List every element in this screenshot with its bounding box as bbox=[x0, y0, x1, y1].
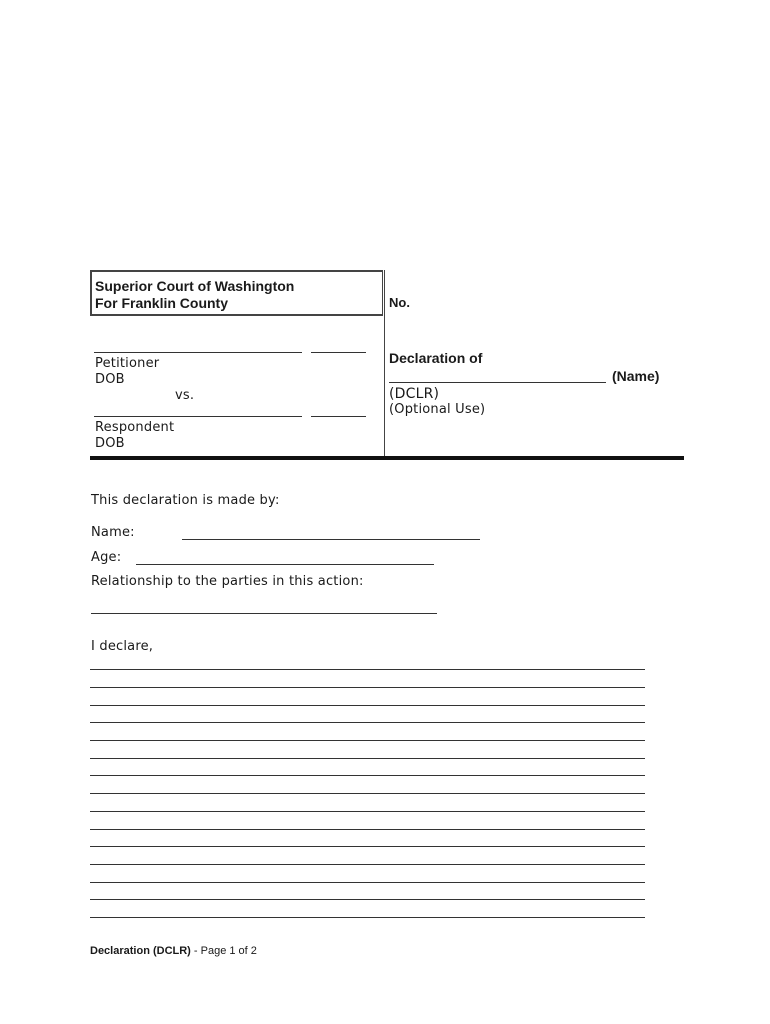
declaration-line[interactable] bbox=[90, 899, 645, 900]
form-code: (DCLR) bbox=[389, 386, 440, 402]
court-caption-box bbox=[90, 270, 383, 316]
declaration-line[interactable] bbox=[90, 793, 645, 794]
relationship-label: Relationship to the parties in this action: bbox=[91, 574, 364, 589]
declaration-line[interactable] bbox=[90, 775, 645, 776]
name-label: (Name) bbox=[612, 368, 660, 384]
declaration-heading: Declaration of bbox=[389, 350, 483, 366]
declaration-line[interactable] bbox=[90, 829, 645, 830]
respondent-dob-label: DOB bbox=[95, 436, 125, 451]
declaration-line[interactable] bbox=[90, 705, 645, 706]
made-by-text: This declaration is made by: bbox=[91, 493, 280, 508]
court-name: Superior Court of Washington bbox=[95, 278, 295, 294]
declaration-line[interactable] bbox=[90, 882, 645, 883]
caption-bottom-rule bbox=[90, 456, 684, 460]
case-number-label: No. bbox=[389, 295, 410, 310]
declaration-line[interactable] bbox=[90, 740, 645, 741]
relationship-field[interactable] bbox=[91, 613, 437, 614]
petitioner-dob-line[interactable] bbox=[311, 352, 366, 353]
declaration-line[interactable] bbox=[90, 687, 645, 688]
declare-text: I declare, bbox=[91, 639, 154, 654]
versus-label: vs. bbox=[175, 388, 195, 403]
respondent-label: Respondent bbox=[95, 420, 175, 435]
declarant-name-field[interactable] bbox=[182, 539, 480, 540]
petitioner-label: Petitioner bbox=[95, 356, 160, 371]
petitioner-name-line[interactable] bbox=[94, 352, 302, 353]
declaration-line[interactable] bbox=[90, 864, 645, 865]
footer-page-number: - Page 1 of 2 bbox=[193, 945, 257, 957]
declaration-line[interactable] bbox=[90, 917, 645, 918]
declarant-age-field[interactable] bbox=[136, 564, 434, 565]
declaration-line[interactable] bbox=[90, 758, 645, 759]
declaration-line[interactable] bbox=[90, 846, 645, 847]
declarant-name-label: Name: bbox=[91, 525, 135, 540]
page-footer bbox=[90, 945, 257, 958]
caption-divider bbox=[384, 270, 385, 458]
court-county: For Franklin County bbox=[95, 295, 228, 311]
declarant-name-line[interactable] bbox=[389, 382, 606, 383]
respondent-dob-line[interactable] bbox=[311, 416, 366, 417]
declaration-line[interactable] bbox=[90, 811, 645, 812]
optional-use-label: (Optional Use) bbox=[389, 402, 486, 417]
declaration-line[interactable] bbox=[90, 669, 645, 670]
footer-doc-name: Declaration (DCLR) bbox=[90, 945, 191, 957]
declarant-age-label: Age: bbox=[91, 550, 122, 565]
respondent-name-line[interactable] bbox=[94, 416, 302, 417]
declaration-line[interactable] bbox=[90, 722, 645, 723]
petitioner-dob-label: DOB bbox=[95, 372, 125, 387]
